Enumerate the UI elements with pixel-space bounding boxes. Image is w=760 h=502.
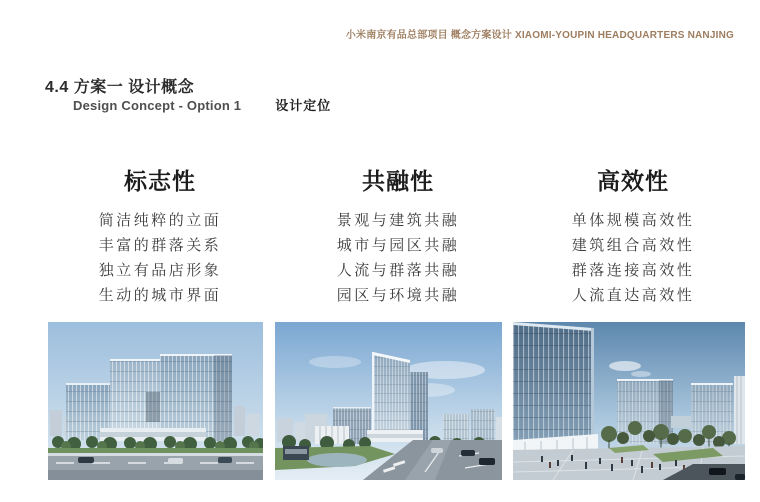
render-plaza-closeup-graphic xyxy=(513,322,745,480)
concept-item: 独立有品店形象 xyxy=(98,263,222,279)
concept-item: 园区与环境共融 xyxy=(336,288,460,304)
concept-item: 人流与群落共融 xyxy=(336,263,460,279)
concept-item: 建筑组合高效性 xyxy=(571,238,695,254)
render-tower-street-graphic xyxy=(275,322,502,480)
concept-column-integration xyxy=(288,163,508,309)
concept-column-efficiency xyxy=(523,163,743,309)
page-subtitle-cn: 设计定位 xyxy=(275,98,332,113)
concept-item: 群落连接高效性 xyxy=(571,263,695,279)
concept-item: 城市与园区共融 xyxy=(336,238,460,254)
page-subtitle xyxy=(73,95,331,114)
page-subtitle-en: Design Concept - Option 1 xyxy=(73,98,242,113)
concept-item: 景观与建筑共融 xyxy=(336,213,460,229)
concept-column-title: 共融性 xyxy=(362,168,434,194)
concept-column-iconic xyxy=(50,163,270,309)
project-header-text: 小米南京有品总部项目 概念方案设计 XIAOMI-YOUPIN HEADQUARTERS NANJING xyxy=(345,30,734,41)
concept-item: 简洁纯粹的立面 xyxy=(98,213,222,229)
concept-column-title: 高效性 xyxy=(597,168,669,194)
render-image-tower-street xyxy=(275,322,502,480)
concept-item: 丰富的群落关系 xyxy=(98,238,222,254)
render-massing-blocks-graphic xyxy=(48,322,263,480)
page-title: 4.4 方案一 设计概念 xyxy=(45,79,195,96)
concept-item: 人流直达高效性 xyxy=(571,288,695,304)
concept-item: 单体规模高效性 xyxy=(571,213,695,229)
concept-item: 生动的城市界面 xyxy=(98,288,222,304)
render-image-plaza-closeup xyxy=(513,322,745,480)
concept-column-title: 标志性 xyxy=(124,168,196,194)
render-image-massing-blocks xyxy=(48,322,263,480)
